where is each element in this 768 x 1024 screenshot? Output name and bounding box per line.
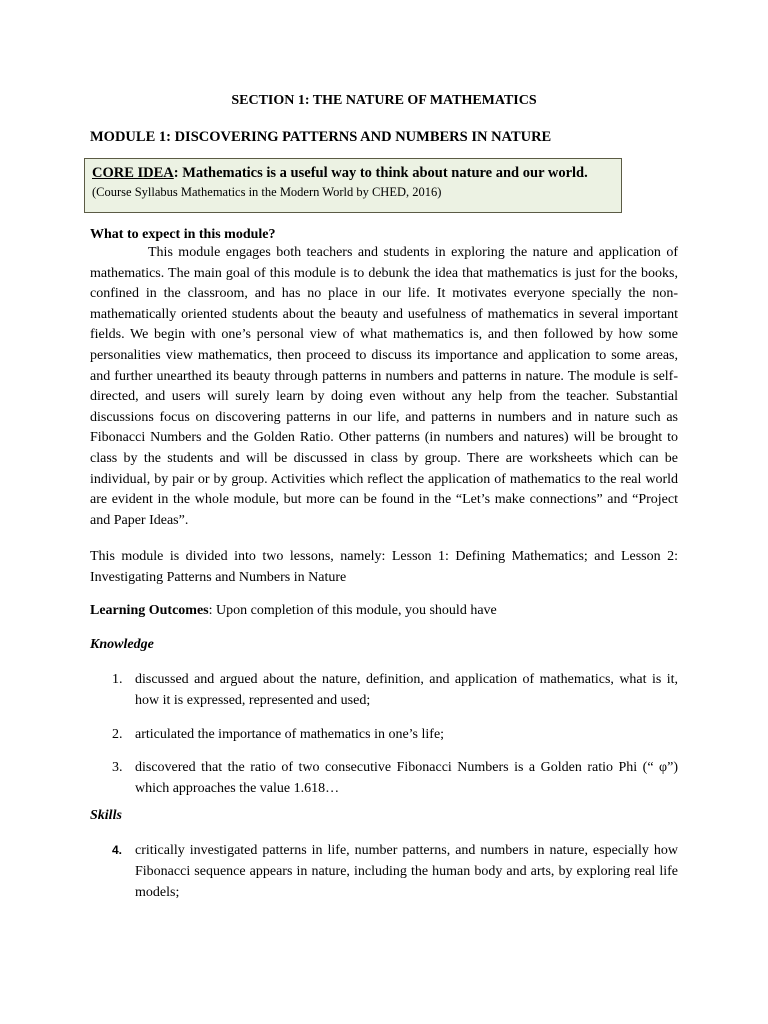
list-item-number: 4. [112, 843, 123, 857]
section-title: SECTION 1: THE NATURE OF MATHEMATICS [231, 93, 537, 108]
list-item-text: critically investigated patterns in life, number patterns, and numbers in nature, especially how Fibonacci sequence appears in nature, including the human body and arts, by exploring real life models; [135, 843, 678, 900]
list-item-number: 3. [112, 760, 123, 775]
core-idea-line [92, 165, 621, 182]
list-item [112, 840, 678, 903]
list-item [112, 724, 678, 745]
list-item-text: discovered that the ratio of two consecutive Fibonacci Numbers is a Golden ratio Phi (“ φ”) which approaches the value 1.618… [135, 760, 678, 796]
core-idea-box [84, 158, 622, 213]
learning-outcomes-label: Learning Outcomes [90, 603, 209, 618]
expect-heading: What to expect in this module? [90, 227, 276, 242]
learning-outcomes-line [90, 603, 497, 619]
list-item [112, 669, 678, 711]
knowledge-heading: Knowledge [90, 637, 154, 652]
list-item [112, 757, 678, 799]
module-title: MODULE 1: DISCOVERING PATTERNS AND NUMBERS IN NATURE [90, 129, 552, 145]
lessons-paragraph: This module is divided into two lessons, namely: Lesson 1: Defining Mathematics; and Lesson 2: Investigating Patterns and Numbers in Nature [90, 549, 678, 585]
list-item-number: 2. [112, 727, 123, 742]
core-idea-label: CORE IDEA [92, 165, 174, 181]
core-idea-citation: (Course Syllabus Mathematics in the Modern World by CHED, 2016) [92, 185, 442, 199]
skills-heading: Skills [90, 808, 122, 823]
core-idea-text: : Mathematics is a useful way to think about nature and our world. [173, 165, 588, 181]
list-item-text: discussed and argued about the nature, definition, and application of mathematics, what is it, how it is expressed, represented and used; [135, 672, 678, 708]
module-description-paragraph: This module engages both teachers and students in exploring the nature and application of mathematics. The main goal of this module is to debunk the idea that mathematics is just for the books, confined in the classroom, and has no place in our life. It motivates everyone specially the non-mathematically oriented students about the beauty and usefulness of mathematics in several important fields. We begin with one’s personal view of what mathematics is, and then followed by how some personalities view mathematics, then proceed to discuss its importance and application to some areas, and further unearthed its beauty through patterns in numbers and patterns in nature. The module is self-directed, and users will surely learn by doing even without any help from the teacher. Substantial discussions focus on discovering patterns in our life, and patterns in numbers and in nature such as Fibonacci Numbers and the Golden Ratio. Other patterns (in numbers and natures) will be brought to class by the students and will be discussed in class by group. There are worksheets which can be individual, by pair or by group. Activities which reflect the application of mathematics to the real world are evident in the whole module, but more can be found in the “Let’s make connections” and “Project and Paper Ideas”. [90, 245, 678, 528]
list-item-text: articulated the importance of mathematics in one’s life; [135, 727, 445, 742]
list-item-number: 1. [112, 672, 123, 687]
learning-outcomes-text: : Upon completion of this module, you should have [208, 603, 497, 618]
